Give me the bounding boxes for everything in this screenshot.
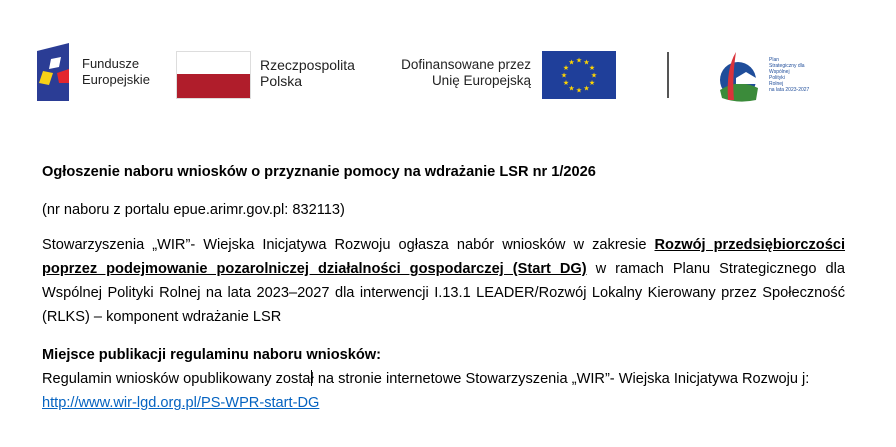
fe-flag-icon	[37, 43, 71, 101]
eu-star-icon: ★	[575, 57, 583, 65]
doc-subtitle: (nr naboru z portalu epue.arimr.gov.pl: 832113)	[42, 202, 345, 218]
pub-text-part: Regulamin wniosków opublikowany zosta	[42, 371, 311, 387]
document-body	[42, 160, 845, 415]
eu-star-icon: ★	[568, 59, 575, 67]
psp-logo-text	[769, 57, 809, 93]
fe-logo-text	[82, 56, 150, 88]
psp-line: Plan	[769, 57, 780, 63]
doc-title: Ogłoszenie naboru wniosków o przyznanie pomocy na wdrażanie LSR nr 1/2026	[42, 164, 596, 180]
psp-line: na lata 2023-2027	[769, 87, 810, 93]
eu-star-icon: ★	[583, 59, 590, 67]
para-bold-scope: Rozwój przedsiębiorczości poprzez podejmowanie pozarolniczej działalności gospodarczej (Start DG)	[42, 237, 846, 277]
para-text: w ramach Planu Strategicznego dla Wspólnej Polityki Rolnej na lata 2023–2027 dla interwencji I.13.1 LEADER/Rozwój Lokalny Kierowany przez Społeczność (RLKS) – komponent wdrażanie LSR	[42, 261, 845, 325]
logo-bar	[0, 40, 896, 110]
rp-line2: Polska	[260, 73, 303, 89]
psp-line: Rolnej	[769, 81, 784, 87]
psp-line: Polityki	[769, 75, 785, 81]
psp-line: Wspólnej	[769, 69, 790, 75]
eu-star-icon: ★	[583, 85, 590, 93]
psp-line: Strategiczny dla	[769, 63, 805, 69]
divider	[667, 52, 669, 98]
pub-heading: Miejsce publikacji regulaminu naboru wniosków:	[42, 347, 381, 363]
pub-text	[42, 367, 845, 415]
psp-logo-icon	[708, 48, 768, 111]
eu-star-icon: ★	[590, 72, 598, 80]
pub-text-part: ł na stronie internetowe Stowarzyszenia „WIR”- Wiejska Inicjatywa Rozwoju j:	[310, 371, 810, 387]
eu-flag-icon	[542, 51, 616, 104]
eu-line2: Unię Europejską	[431, 73, 531, 88]
fe-line1: Fundusze	[82, 56, 140, 71]
eu-star-icon: ★	[562, 65, 570, 72]
para-text: Stowarzyszenia „WIR”- Wiejska Inicjatywa Rozwoju ogłasza nabór wniosków w zakresie	[42, 237, 655, 253]
regulations-link[interactable]: http://www.wir-lgd.org.pl/PS-WPR-start-DG	[42, 395, 320, 411]
polish-flag	[176, 51, 251, 99]
eu-star-icon: ★	[560, 72, 568, 80]
eu-star-icon: ★	[588, 65, 596, 72]
eu-star-icon: ★	[575, 87, 583, 95]
doc-paragraph	[42, 233, 845, 329]
rp-logo-text	[260, 57, 355, 89]
fundusze-europejskie-logo	[37, 43, 71, 106]
eu-star-icon: ★	[568, 85, 575, 93]
eu-star-icon: ★	[588, 80, 596, 87]
eu-line1: Dofinansowane przez	[401, 57, 531, 72]
eu-logo-text	[380, 57, 531, 89]
fe-line2: Europejskie	[82, 72, 150, 87]
rp-line1: Rzeczpospolita	[260, 57, 355, 73]
eu-star-icon: ★	[562, 80, 570, 87]
